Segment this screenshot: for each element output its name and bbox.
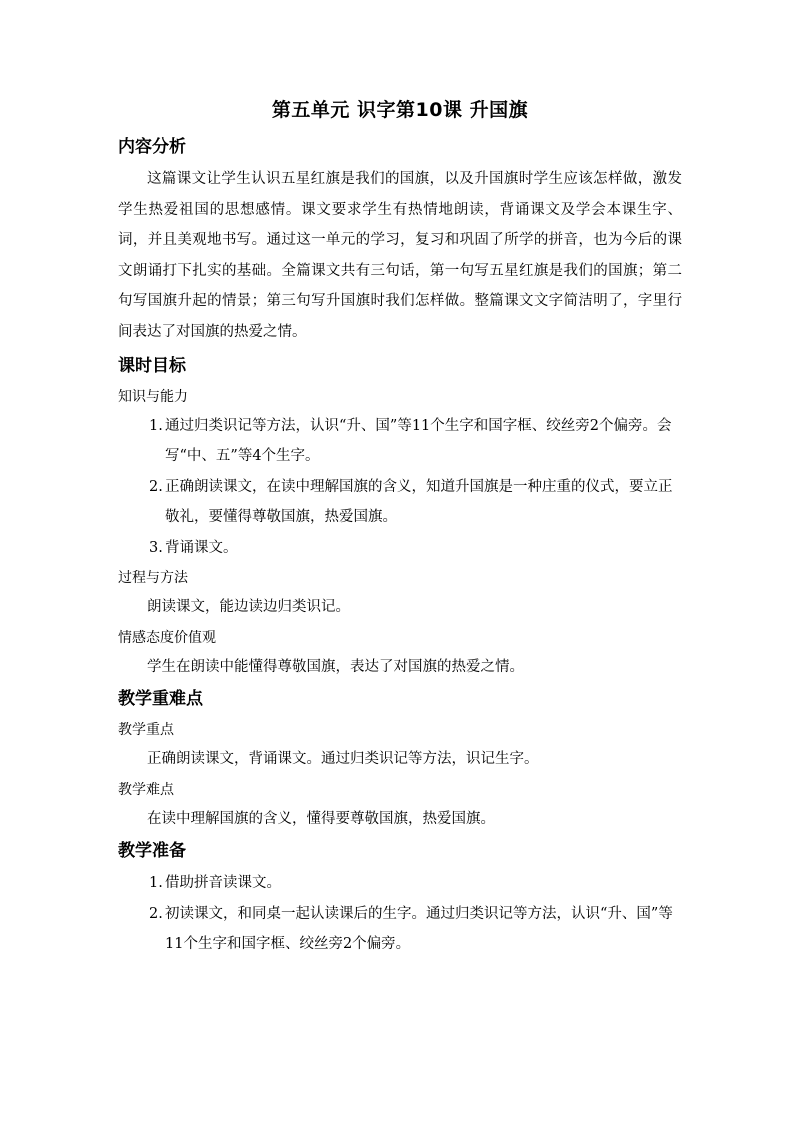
- item-number: 3.: [149, 540, 163, 556]
- emotion-text: 学生在朗读中能懂得尊敬国旗，表达了对国旗的热爱之情。: [147, 659, 524, 675]
- process-text: 朗读课文，能边读边归类识记。: [147, 599, 350, 615]
- item-number: 1.: [149, 418, 163, 434]
- preparation-item-1: [118, 868, 682, 898]
- document-page: [118, 96, 682, 960]
- item-number: 2.: [149, 479, 163, 495]
- document-title: 第五单元 识字第10课 升国旗: [271, 99, 529, 121]
- item-number: 2.: [149, 906, 163, 922]
- heading-objectives: 课时目标: [118, 356, 186, 376]
- subheading-emotion: 情感态度价值观: [118, 630, 216, 646]
- subheading-knowledge: 知识与能力: [118, 389, 188, 405]
- item-text: 借助拼音读课文。: [165, 875, 281, 891]
- item-text: 正确朗读课文，在读中理解国旗的含义，知道升国旗是一种庄重的仪式，要立正敬礼，要懂得尊敬国旗，热爱国旗。: [165, 479, 673, 525]
- knowledge-item-2: [118, 472, 682, 532]
- heading-preparation: 教学准备: [118, 841, 186, 861]
- item-number: 1.: [149, 875, 163, 891]
- heading-content-analysis: 内容分析: [118, 137, 186, 157]
- preparation-item-2: [118, 899, 682, 959]
- item-text: 背诵课文。: [165, 540, 238, 556]
- subheading-process: 过程与方法: [118, 570, 188, 586]
- subheading-difficulty: 教学难点: [118, 782, 174, 798]
- item-text: 初读课文，和同桌一起认读课后的生字。通过归类识记等方法，认识“升、国”等11个生字和国字框、绞丝旁2个偏旁。: [165, 906, 673, 952]
- focus-text: 正确朗读课文，背诵课文。通过归类识记等方法，识记生字。: [147, 751, 539, 767]
- item-text: 通过归类识记等方法，认识“升、国”等11个生字和国字框、绞丝旁2个偏旁。会写“中、五”等4个生字。: [165, 418, 672, 464]
- heading-key-points: 教学重难点: [118, 689, 203, 709]
- subheading-focus: 教学重点: [118, 722, 174, 738]
- difficulty-text: 在读中理解国旗的含义，懂得要尊敬国旗，热爱国旗。: [147, 811, 495, 827]
- knowledge-item-1: [118, 411, 682, 471]
- content-analysis-paragraph: 这篇课文让学生认识五星红旗是我们的国旗，以及升国旗时学生应该怎样做，激发学生热爱祖国的思想感情。课文要求学生有热情地朗读，背诵课文及学会本课生字、词，并且美观地书写。通过这一单元的学习，复习和巩固了所学的拼音，也为今后的课文朗诵打下扎实的基础。全篇课文共有三句话，第一句写五星红旗是我们的国旗；第二句写国旗升起的情景；第三句写升国旗时我们怎样做。整篇课文文字简洁明了，字里行间表达了对国旗的热爱之情。: [118, 171, 682, 340]
- knowledge-item-3: [118, 533, 682, 563]
